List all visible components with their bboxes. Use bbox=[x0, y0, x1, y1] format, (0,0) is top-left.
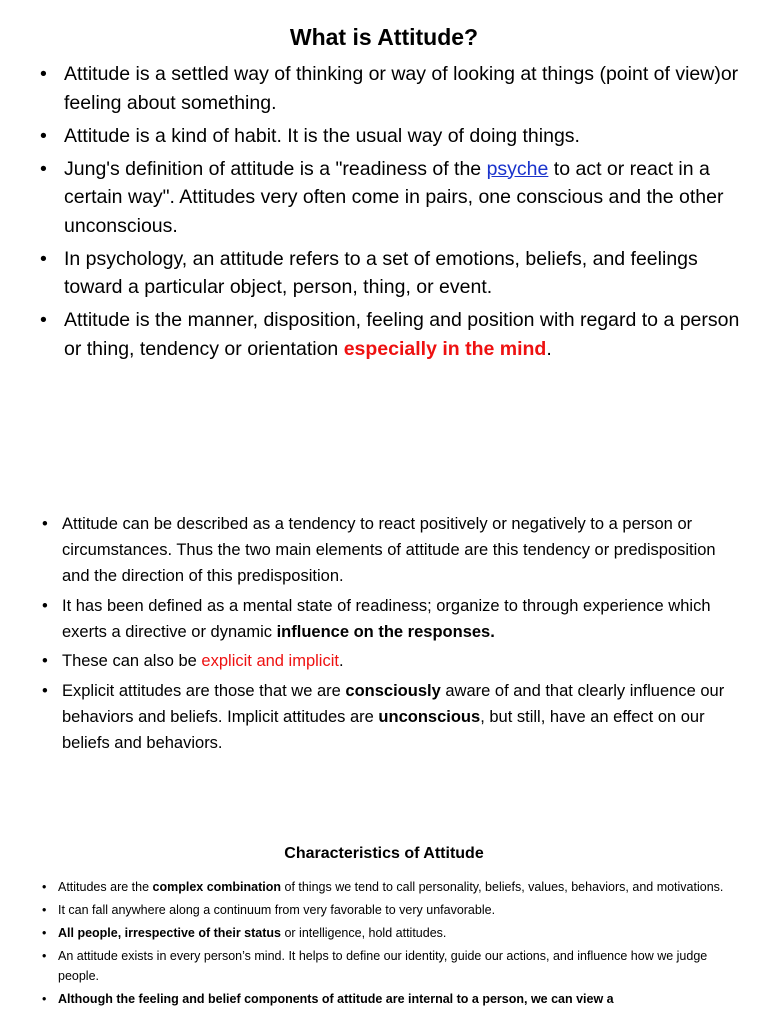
bullet-text: It has been defined as a mental state of readiness; organize to through experience which exerts a directive or dynamic bbox=[62, 596, 711, 641]
bullet-icon: • bbox=[42, 652, 48, 670]
bullet-list bbox=[42, 511, 732, 759]
slide-characteristics bbox=[0, 800, 768, 1024]
slide-attitude-elements bbox=[0, 400, 768, 800]
slide-what-is-attitude bbox=[0, 0, 768, 400]
highlight-text: especially in the mind bbox=[343, 337, 547, 360]
emphasis-text: All people, irrespective of their status bbox=[58, 926, 281, 940]
list-item bbox=[40, 155, 740, 241]
list-item bbox=[42, 989, 732, 1009]
emphasis-text: unconscious bbox=[378, 707, 481, 726]
bullet-text: or intelligence, hold attitudes. bbox=[280, 926, 447, 940]
list-item bbox=[40, 245, 740, 302]
list-item bbox=[42, 900, 732, 920]
bullet-text: Attitude is a kind of habit. It is the usual way of doing things. bbox=[64, 124, 580, 147]
bullet-text: to act or react in a certain way". Attitudes very often come in pairs, one conscious and the other unconscious. bbox=[64, 157, 724, 237]
list-item bbox=[42, 923, 732, 943]
list-item bbox=[40, 122, 740, 151]
bullet-text: Attitudes are the bbox=[58, 880, 153, 894]
bullet-text: It can fall anywhere along a continuum from very favorable to very unfavorable. bbox=[58, 903, 496, 917]
bullet-text: . bbox=[338, 652, 344, 670]
slide-title: What is Attitude? bbox=[289, 24, 479, 50]
bullet-text: In psychology, an attitude refers to a set of emotions, beliefs, and feelings toward a particular object, person, thing, or event. bbox=[64, 247, 698, 298]
bullet-text: Attitude is the manner, disposition, feeling and position with regard to a person or thing, tendency or orientation bbox=[64, 309, 740, 360]
list-item bbox=[42, 946, 732, 986]
bullet-text: aware of and that clearly influence our behaviors and beliefs. Implicit attitudes are bbox=[62, 681, 725, 726]
bullet-icon: • bbox=[40, 63, 47, 85]
list-item bbox=[42, 511, 732, 589]
list-item bbox=[42, 648, 732, 674]
bullet-text: , but still, have an effect on our beliefs and behaviors. bbox=[62, 707, 705, 752]
bullet-text: These can also be bbox=[62, 652, 202, 670]
bullet-icon: • bbox=[42, 949, 47, 963]
list-item bbox=[40, 306, 740, 363]
bullet-icon: • bbox=[40, 157, 47, 180]
emphasis-text: influence on the responses. bbox=[276, 622, 495, 641]
psyche-link[interactable]: psyche bbox=[486, 157, 549, 180]
list-item bbox=[42, 877, 732, 897]
bullet-icon: • bbox=[42, 992, 47, 1006]
bullet-icon: • bbox=[40, 247, 47, 270]
bullet-icon: • bbox=[42, 903, 47, 917]
emphasis-text: consciously bbox=[345, 681, 441, 700]
list-item bbox=[42, 593, 732, 645]
bullet-text: Jung's definition of attitude is a "readiness of the bbox=[64, 157, 487, 180]
slide-title: Characteristics of Attitude bbox=[284, 845, 484, 862]
bullet-icon: • bbox=[42, 515, 48, 533]
bullet-text: Attitude is a settled way of thinking or way of looking at things (point of view)or feeling about something. bbox=[64, 63, 739, 114]
bullet-icon: • bbox=[42, 880, 47, 894]
bullet-icon: • bbox=[40, 309, 47, 331]
bullet-list bbox=[42, 877, 732, 1012]
bullet-text: of things we tend to call personality, beliefs, values, behaviors, and motivations. bbox=[281, 880, 724, 894]
bullet-text: . bbox=[546, 337, 552, 360]
bullet-text: Explicit attitudes are those that we are bbox=[62, 681, 346, 700]
list-item bbox=[40, 60, 740, 117]
bullet-icon: • bbox=[42, 681, 48, 700]
highlight-text: explicit and implicit bbox=[201, 652, 339, 670]
bullet-text: Attitude can be described as a tendency to react positively or negatively to a person or circumstances. Thus the two main elements of attitude are this tendency or predisposition and the direction of this predisposition. bbox=[62, 515, 716, 585]
emphasis-text: Although the feeling and belief components of attitude are internal to a person, we can view a bbox=[58, 992, 614, 1006]
bullet-icon: • bbox=[42, 926, 47, 940]
bullet-icon: • bbox=[40, 124, 47, 147]
list-item bbox=[42, 678, 732, 756]
emphasis-text: complex combination bbox=[152, 880, 282, 894]
bullet-text: An attitude exists in every person’s mind. It helps to define our identity, guide our actions, and influence how we judge people. bbox=[58, 949, 708, 983]
bullet-icon: • bbox=[42, 596, 48, 615]
bullet-list bbox=[40, 60, 740, 368]
